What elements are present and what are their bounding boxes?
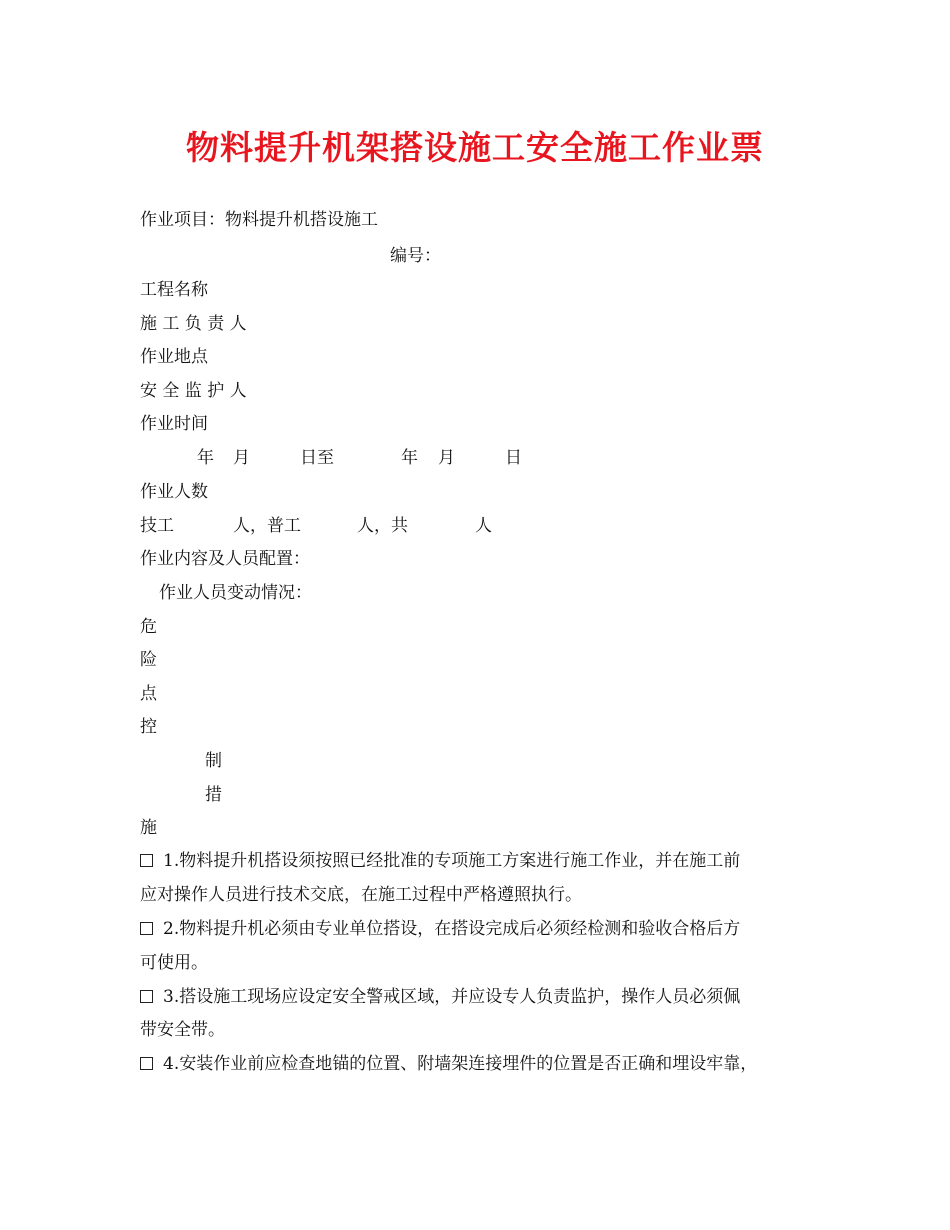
measure-3-text-1: 3.搭设施工现场应设定安全警戒区域，并应设专人负责监护，操作人员必须佩 (163, 987, 741, 1007)
measure-2-line-1 (140, 917, 820, 941)
construction-leader-label: 施 工 负 责 人 (140, 314, 247, 334)
hazard-char-4: 控 (140, 717, 157, 737)
work-content-label: 作业内容及人员配置： (140, 549, 310, 569)
date-month-2: 月 (438, 448, 455, 468)
hazard-char-5: 制 (205, 751, 222, 771)
personnel-change-label: 作业人员变动情况： (159, 583, 312, 603)
measure-4-line-1 (140, 1052, 820, 1076)
measure-1-line-1 (140, 849, 820, 873)
measure-3-checkbox[interactable] (140, 990, 153, 1003)
measure-4-checkbox[interactable] (140, 1057, 153, 1070)
date-day-2: 日 (505, 448, 522, 468)
work-location-label: 作业地点 (140, 347, 208, 367)
measure-3-line-2: 带安全带。 (140, 1020, 225, 1040)
technician-count-suffix: 人，普工 (233, 516, 301, 536)
measure-2-text-1: 2.物料提升机必须由专业单位搭设，在搭设完成后必须经检测和验收合格后方 (163, 919, 741, 939)
technician-label: 技工 (140, 516, 174, 536)
date-year-2: 年 (401, 448, 418, 468)
headcount-label: 作业人数 (140, 482, 208, 502)
measure-1-line-2: 应对操作人员进行技术交底，在施工过程中严格遵照执行。 (140, 885, 582, 905)
project-name-label: 工程名称 (140, 280, 208, 300)
measure-2-checkbox[interactable] (140, 922, 153, 935)
date-month-1: 月 (233, 448, 250, 468)
hazard-char-1: 危 (140, 617, 157, 637)
date-year-1: 年 (197, 448, 214, 468)
measure-1-checkbox[interactable] (140, 854, 153, 867)
date-day-to: 日至 (300, 448, 334, 468)
total-count-suffix: 人 (475, 516, 492, 536)
hazard-char-7: 施 (140, 818, 157, 838)
measure-4-text-1: 4.安装作业前应检查地锚的位置、附墙架连接埋件的位置是否正确和埋设牢靠， (163, 1054, 758, 1074)
number-label: 编号： (390, 246, 441, 266)
measure-2-line-2: 可使用。 (140, 953, 208, 973)
hazard-char-6: 措 (205, 785, 222, 805)
hazard-char-3: 点 (140, 684, 157, 704)
measure-3-line-1 (140, 985, 820, 1009)
hazard-char-2: 险 (140, 650, 157, 670)
document-title: 物料提升机架搭设施工安全施工作业票 (186, 128, 764, 167)
laborer-count-suffix: 人，共 (357, 516, 408, 536)
work-time-label: 作业时间 (140, 414, 208, 434)
safety-supervisor-label: 安 全 监 护 人 (140, 381, 247, 401)
measure-1-text-1: 1.物料提升机搭设须按照已经批准的专项施工方案进行施工作业，并在施工前 (163, 851, 741, 871)
work-project-label: 作业项目：物料提升机搭设施工 (140, 210, 378, 230)
